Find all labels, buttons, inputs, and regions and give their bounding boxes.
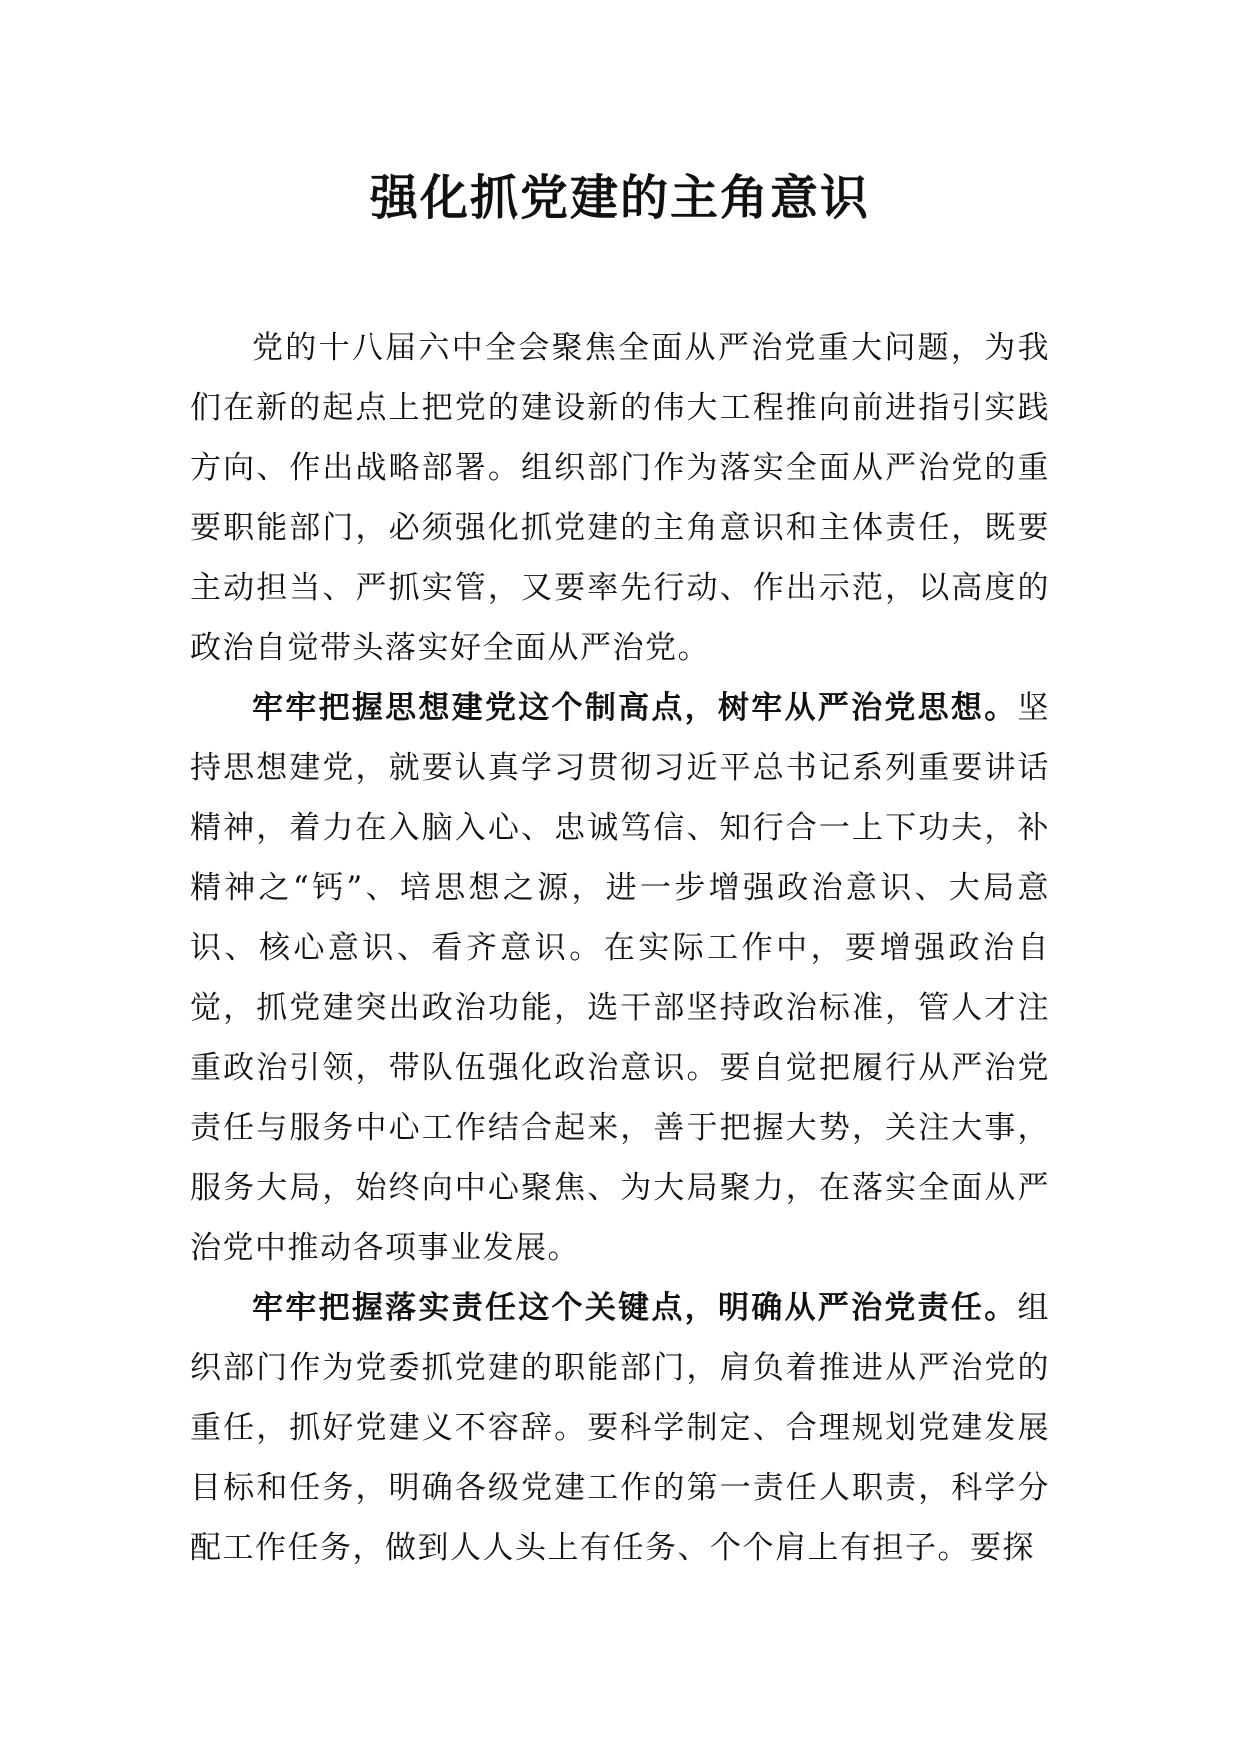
document-title: 强化抓党建的主角意识 (369, 170, 870, 226)
document-body (190, 318, 1050, 1578)
paragraph-intro (190, 318, 1050, 678)
paragraph-lead-heading: 牢牢把握思想建党这个制高点，树牢从严治党思想。 (252, 690, 1018, 726)
paragraph-text: 组织部门作为党委抓党建的职能部门，肩负着推进从严治党的重任，抓好党建义不容辞。要科学制定、合理规划党建发展目标和任务，明确各级党建工作的第一责任人职责，科学分配工作任务，做到人人头上有任务、个个肩上有担子。要探 (190, 1290, 1050, 1566)
paragraph-text: 党的十八届六中全会聚焦全面从严治党重大问题，为我们在新的起点上把党的建设新的伟大工程推向前进指引实践方向、作出战略部署。组织部门作为落实全面从严治党的重要职能部门，必须强化抓党建的主角意识和主体责任，既要主动担当、严抓实管，又要率先行动、作出示范，以高度的政治自觉带头落实好全面从严治党。 (190, 330, 1050, 666)
paragraph-ideological-building (190, 678, 1050, 1278)
paragraph-responsibility (190, 1278, 1050, 1578)
paragraph-text: 坚持思想建党，就要认真学习贯彻习近平总书记系列重要讲话精神，着力在入脑入心、忠诚笃信、知行合一上下功夫，补精神之“钙”、培思想之源，进一步增强政治意识、大局意识、核心意识、看齐意识。在实际工作中，要增强政治自觉，抓党建突出政治功能，选干部坚持政治标准，管人才注重政治引领，带队伍强化政治意识。要自觉把履行从严治党责任与服务中心工作结合起来，善于把握大势，关注大事，服务大局，始终向中心聚焦、为大局聚力，在落实全面从严治党中推动各项事业发展。 (190, 690, 1050, 1266)
paragraph-lead-heading: 牢牢把握落实责任这个关键点，明确从严治党责任。 (252, 1290, 1018, 1326)
